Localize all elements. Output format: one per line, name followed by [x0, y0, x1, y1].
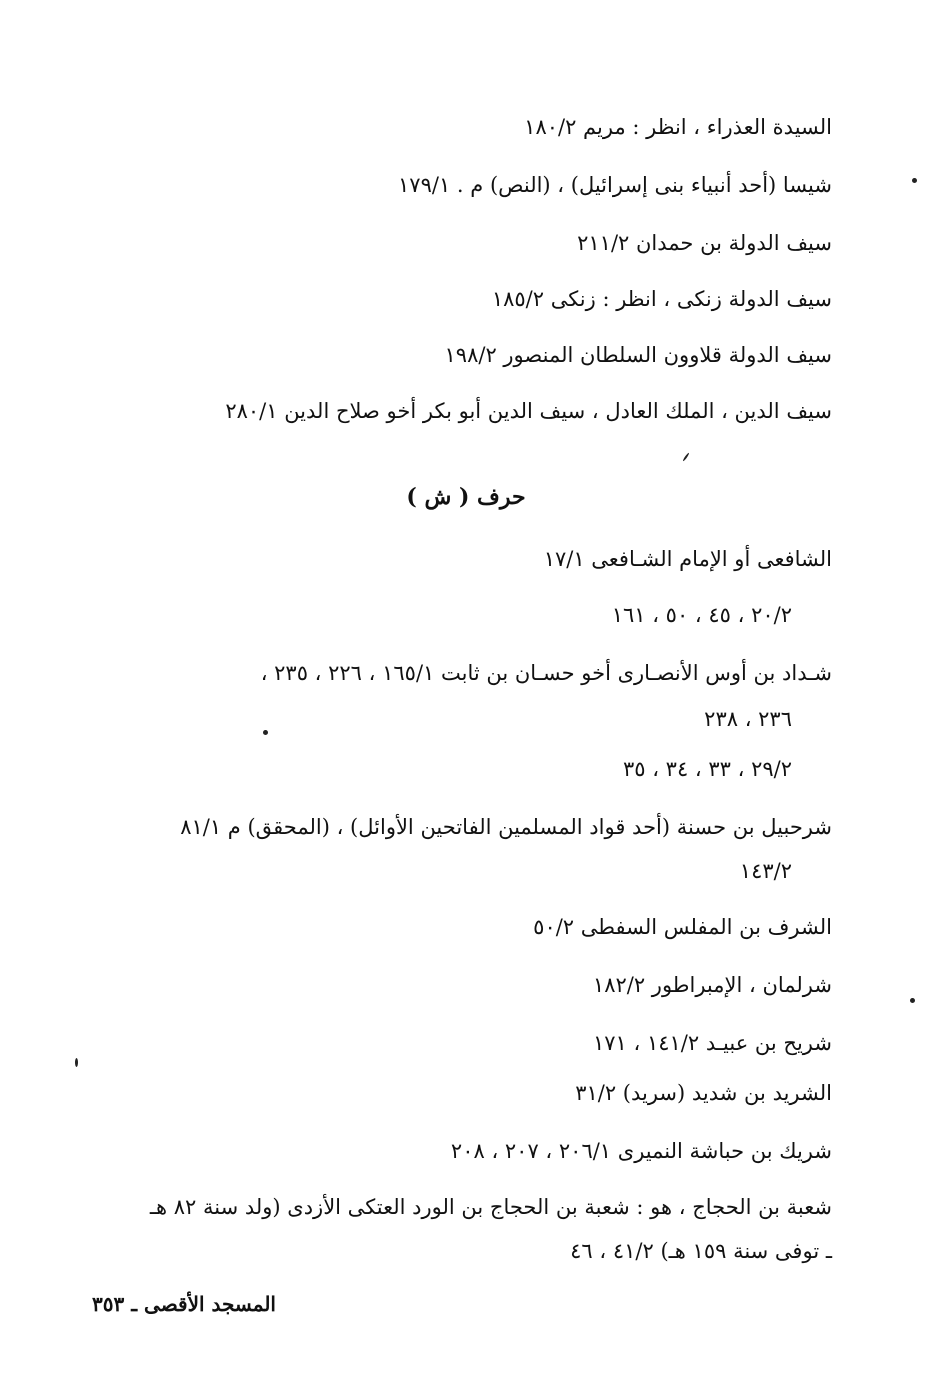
index-entry: الشريد بن شديد (سريد) ٣١/٢ — [575, 1081, 832, 1105]
index-entry-continuation: ٢٠/٢ ، ٤٥ ، ٥٠ ، ١٦١ — [611, 603, 792, 627]
index-entry: شعبة بن الحجاج ، هو : شعبة بن الحجاج بن الورد العتكى الأزدى (ولد سنة ٨٢ هـ — [149, 1195, 832, 1219]
scan-speck — [682, 452, 689, 461]
index-entry: سيف الدين ، الملك العادل ، سيف الدين أبو بكر أخو صلاح الدين ٢٨٠/١ — [225, 399, 832, 423]
scan-speck — [910, 998, 915, 1003]
index-entry-continuation: ـ توفى سنة ١٥٩ هـ) ٤١/٢ ، ٤٦ — [570, 1239, 832, 1263]
index-entry-continuation: ٢٩/٢ ، ٣٣ ، ٣٤ ، ٣٥ — [622, 757, 792, 781]
index-entry: الشافعى أو الإمام الشـافعى ١٧/١ — [543, 547, 832, 571]
index-entry-continuation: ٢٣٦ ، ٢٣٨ — [704, 707, 792, 731]
index-entry: شرحبيل بن حسنة (أحد قواد المسلمين الفاتحين الأوائل) ، (المحقق) م ٨١/١ — [180, 815, 832, 839]
section-heading: حرف ( ش ) — [406, 484, 526, 510]
index-entry: شرلمان ، الإمبراطور ١٨٢/٢ — [592, 973, 832, 997]
index-entry: شريح بن عبيـد ١٤١/٢ ، ١٧١ — [592, 1031, 832, 1055]
index-entry: شريك بن حباشة النميرى ٢٠٦/١ ، ٢٠٧ ، ٢٠٨ — [450, 1139, 832, 1163]
index-entry: سيف الدولة بن حمدان ٢١١/٢ — [577, 231, 832, 255]
scan-speck — [263, 730, 268, 735]
index-entry: شيسا (أحد أنبياء بنى إسرائيل) ، (النص) م . ١٧٩/١ — [398, 173, 832, 197]
index-entry: الشرف بن المفلس السفطى ٥٠/٢ — [533, 915, 832, 939]
scan-speck — [912, 178, 917, 183]
index-entry: سيف الدولة قلاوون السلطان المنصور ١٩٨/٢ — [444, 343, 832, 367]
page-footer: المسجد الأقصى ـ ٣٥٣ — [92, 1292, 276, 1316]
index-entry: سيف الدولة زنكى ، انظر : زنكى ١٨٥/٢ — [491, 287, 832, 311]
index-entry-continuation: ١٤٣/٢ — [739, 859, 792, 883]
index-entry: السيدة العذراء ، انظر : مريم ١٨٠/٢ — [524, 115, 832, 139]
scan-speck — [75, 1058, 78, 1067]
index-entry: شـداد بن أوس الأنصـارى أخو حسـان بن ثابت ١٦٥/١ ، ٢٢٦ ، ٢٣٥ ، — [260, 661, 832, 685]
